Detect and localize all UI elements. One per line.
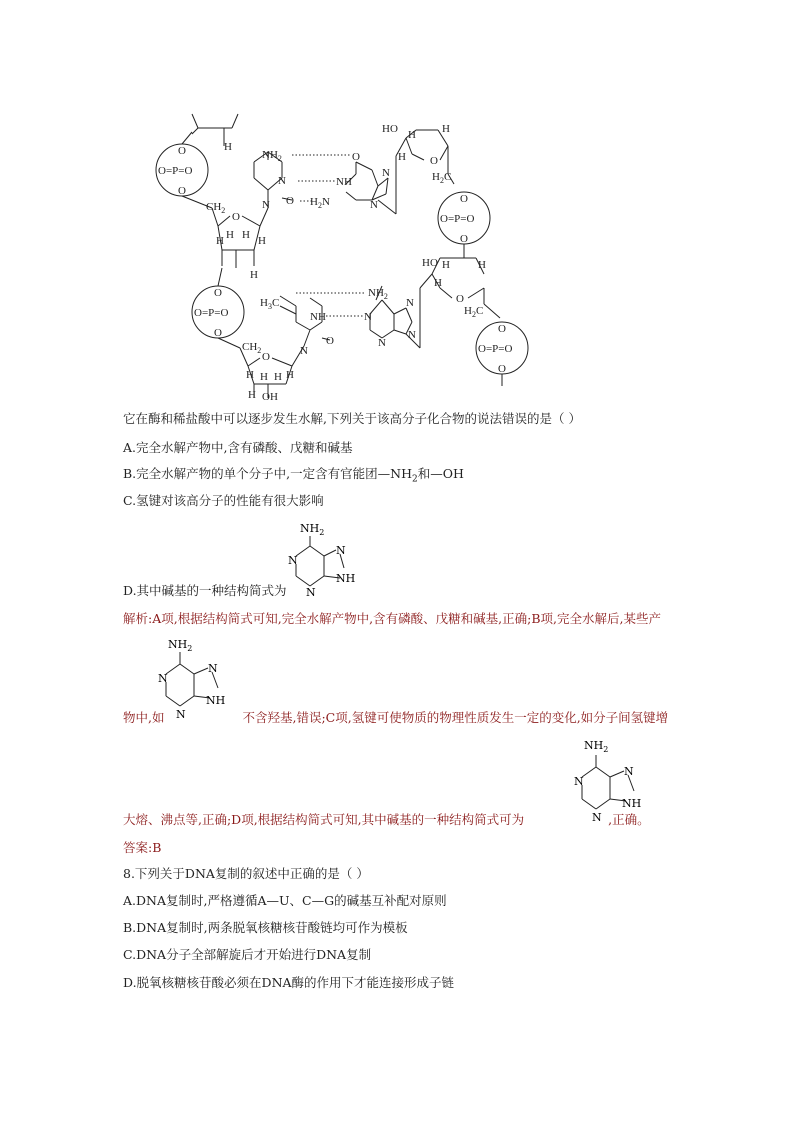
answer: 答案:B — [123, 840, 162, 855]
adenine-a1-n7: N — [208, 662, 218, 675]
adenine-a1-nh2: $NH_2$ — [168, 638, 193, 653]
h-label-10: H — [478, 259, 486, 271]
h-label-3: H — [216, 235, 224, 247]
option-b-post: 和—OH — [417, 466, 464, 481]
h-label-4: H — [258, 235, 266, 247]
h2c-label-1: $H_2C$ — [432, 171, 452, 185]
cytosine-o-label: O — [286, 195, 294, 207]
adenine-a1-nh: NH — [206, 694, 226, 707]
phosphate-1-bottom-o: O — [178, 185, 186, 197]
h-label-2: H — [242, 229, 250, 241]
h-label-14: H — [260, 371, 268, 383]
h-label-15: H — [274, 371, 282, 383]
ring-o-label-2: O — [430, 155, 438, 167]
phosphate-4-bottom-o: O — [214, 327, 222, 339]
adenine-n-label-3: N — [406, 297, 414, 309]
ho-label-1: HO — [382, 123, 398, 135]
adenine-a2-n1: N — [574, 775, 584, 788]
q8-stem: 8.下列关于DNA复制的叙述中正确的是（ ） — [123, 866, 369, 881]
analysis-line-2-pre: 物中,如 — [123, 710, 165, 725]
analysis-line-2 — [123, 710, 668, 726]
ch2-label-1: $CH_2$ — [206, 201, 226, 215]
h-label-7: H — [442, 123, 450, 135]
adenine-d-n3: N — [306, 586, 316, 598]
ch2-label-2: $CH_2$ — [242, 341, 262, 355]
adenine-n-label-2: N — [378, 337, 386, 349]
adenine-d-nh2: $NH_2$ — [300, 522, 325, 537]
top-left-h: H — [224, 141, 232, 153]
phosphate-2-top-o: O — [460, 193, 468, 205]
analysis-line-2-post: 不含羟基,错误;C项,氢键可使物质的物理性质发生一定的变化,如分子间氢键增 — [242, 710, 669, 725]
cytosine-nh2-label: $NH_2$ — [262, 149, 282, 163]
option-d: D.其中碱基的一种结构简式为 — [123, 583, 287, 598]
phosphate-2-bottom-o: O — [460, 233, 468, 245]
thymine-n-label: N — [300, 345, 308, 357]
q8-option-c: C.DNA分子全部解旋后才开始进行DNA复制 — [123, 947, 372, 962]
adenine-a2-n3: N — [592, 811, 602, 824]
option-a: A.完全水解产物中,含有磷酸、戊糖和碱基 — [123, 440, 353, 455]
option-c: C.氢键对该高分子的性能有很大影响 — [123, 493, 324, 508]
h-label-1: H — [226, 229, 234, 241]
dna-fragment-structure — [150, 108, 550, 403]
adenine-d-n1: N — [288, 554, 298, 567]
h-label-11: H — [434, 277, 442, 289]
option-b-sub: 2 — [411, 474, 418, 485]
thymine-ch3-label: $H_3C$ — [260, 297, 280, 311]
adenine-n-label-4: N — [408, 329, 416, 341]
analysis-line-3-post: ,正确。 — [608, 812, 650, 827]
ho-label-2: HO — [422, 257, 438, 269]
option-b-pre: B.完全水解产物的单个分子中,一定含有官能团—NH — [123, 466, 412, 481]
adenine-a2-n7: N — [624, 765, 634, 778]
guanine-n7-label: N — [382, 167, 390, 179]
h-label-8: H — [398, 151, 406, 163]
h3c-label: $H_2C$ — [464, 305, 484, 319]
h-label-5: H — [250, 269, 258, 281]
phosphate-1-label: O=P=O — [158, 165, 193, 177]
h-label-16: H — [248, 389, 256, 401]
phosphate-3-top-o: O — [498, 323, 506, 335]
h-label-6: H — [408, 129, 416, 141]
phosphate-3-label: O=P=O — [478, 343, 513, 355]
phosphate-4-top-o: O — [214, 287, 222, 299]
analysis-line-3-pre: 大熔、沸点等,正确;D项,根据结构简式可知,其中碱基的一种结构简式可为 — [123, 812, 525, 827]
adenine-a2-nh: NH — [622, 797, 642, 810]
cytosine-n1-label: N — [262, 199, 270, 211]
analysis-line-3 — [123, 812, 650, 828]
adenine-a2-nh2: $NH_2$ — [584, 739, 609, 754]
q8-option-b: B.DNA复制时,两条脱氧核糖核苷酸链均可作为模板 — [123, 920, 408, 935]
analysis-line-1: 解析:A项,根据结构简式可知,完全水解产物中,含有磷酸、戊糖和碱基,正确;B项,完全水解后,某些产 — [123, 611, 661, 626]
thymine-nh-label: NH — [310, 311, 326, 323]
option-b — [123, 466, 464, 488]
h-label-12: H — [246, 369, 254, 381]
cytosine-n-label: N — [278, 175, 286, 187]
ring-o-label-4: O — [262, 351, 270, 363]
h-label-9: H — [442, 259, 450, 271]
phosphate-3-bottom-o: O — [498, 363, 506, 375]
oh-label: OH — [262, 391, 278, 403]
guanine-n9-label: N — [370, 199, 378, 211]
ring-o-label-1: O — [232, 211, 240, 223]
adenine-nh2-label: $NH_2$ — [368, 287, 388, 301]
guanine-nh-label: NH — [336, 176, 352, 188]
question-stem: 它在酶和稀盐酸中可以逐步发生水解,下列关于该高分子化合物的说法错误的是（ ） — [123, 411, 581, 426]
ring-o-label-3: O — [456, 293, 464, 305]
adenine-d-nh: NH — [336, 572, 356, 585]
thymine-o-label: O — [326, 335, 334, 347]
q8-option-a: A.DNA复制时,严格遵循A—U、C—G的碱基互补配对原则 — [123, 893, 447, 908]
q8-option-d: D.脱氧核糖核苷酸必须在DNA酶的作用下才能连接形成子链 — [123, 975, 455, 990]
adenine-n-label-1: N — [364, 311, 372, 323]
h-label-13: H — [286, 369, 294, 381]
adenine-a1-n1: N — [158, 672, 168, 685]
adenine-a1-n3: N — [176, 708, 186, 721]
adenine-d-n7: N — [336, 544, 346, 557]
phosphate-1-top-o: O — [178, 145, 186, 157]
phosphate-2-label: O=P=O — [440, 213, 475, 225]
adenine-structure-analysis-1 — [140, 632, 240, 722]
phosphate-4-label: O=P=O — [194, 307, 229, 319]
guanine-o-label: O — [352, 151, 360, 163]
guanine-h2n-label: $H_2N$ — [310, 196, 330, 210]
